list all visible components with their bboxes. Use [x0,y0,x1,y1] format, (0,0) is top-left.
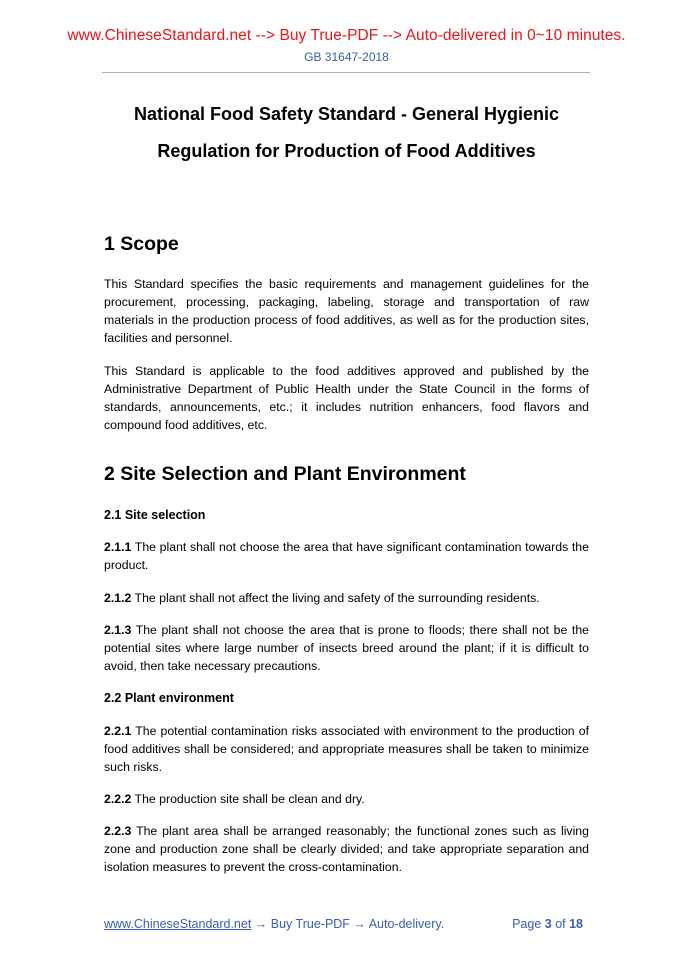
page-footer [104,917,589,931]
clause-number: 2.1.1 [104,540,132,554]
header-divider [102,72,590,73]
clause-text: The plant area shall be arranged reasonably; the functional zones such as living zone and production zone shall be clearly divided; and take appropriate separation and isolation measures to prevent the cross-contamination. [104,824,589,874]
document-title-line-1: National Food Safety Standard - General Hygienic [133,104,560,124]
clause-2-2-1 [104,722,589,776]
subsection-heading-plant-environment: 2.2 Plant environment [104,691,234,705]
clause-text: The plant shall not affect the living and safety of the surrounding residents. [131,591,540,605]
clause-text: The plant shall not choose the area that is prone to floods; there shall not be the potential sites where large number of insects breed around the plant; if it is difficult to avoid, then take necessary precautions. [104,623,589,673]
footer-promo-text: → Buy True-PDF → Auto-delivery. [251,917,445,931]
scope-paragraph-1: This Standard specifies the basic requirements and management guidelines for the procurement, processing, packaging, labeling, storage and transportation of raw materials in the production process of food additives, as well as for the production sites, facilities and personnel. [104,277,589,345]
clause-2-2-2 [104,790,589,808]
clause-number: 2.2.2 [104,792,132,806]
clause-2-1-3 [104,621,589,675]
document-id: GB 31647-2018 [304,50,389,64]
page-of: of [551,917,570,931]
section-heading-site-selection: 2 Site Selection and Plant Environment [104,463,466,485]
clause-text: The plant shall not choose the area that have significant contamination towards the product. [104,540,589,572]
clause-number: 2.2.3 [104,824,132,838]
clause-2-1-2 [104,589,589,607]
page-number [512,917,583,931]
section-heading-scope: 1 Scope [104,233,179,255]
clause-number: 2.2.1 [104,724,132,738]
clause-number: 2.1.2 [104,591,132,605]
clause-text: The production site shall be clean and dry. [131,792,365,806]
clause-number: 2.1.3 [104,623,132,637]
clause-2-2-3 [104,822,589,876]
clause-text: The potential contamination risks associated with environment to the production of food additives shall be considered; and appropriate measures shall be taken to minimize such risks. [104,724,589,774]
page-label: Page [512,917,545,931]
scope-paragraph-2: This Standard is applicable to the food additives approved and published by the Administrative Department of Public Health under the State Council in the forms of standards, announcements, etc.; it includes nutrition enhancers, food flavors and compound food additives, etc. [104,364,589,432]
document-title-line-2: Regulation for Production of Food Additives [157,141,536,161]
footer-divider [102,909,590,910]
clause-2-1-1 [104,538,589,574]
promo-banner[interactable]: www.ChineseStandard.net --> Buy True-PDF --> Auto-delivered in 0~10 minutes. [67,27,626,44]
footer-site-link[interactable]: www.ChineseStandard.net [104,917,252,931]
page-total: 18 [569,917,583,931]
page-current: 3 [544,917,552,931]
subsection-heading-site-selection: 2.1 Site selection [104,508,206,522]
